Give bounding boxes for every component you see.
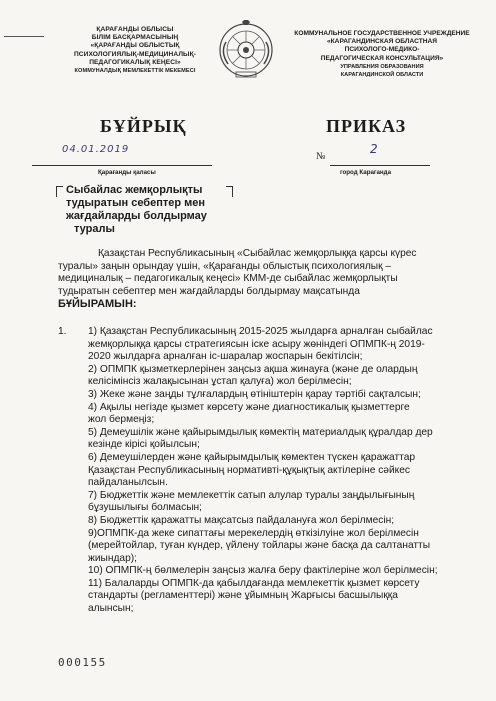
subject-line: туралы [74, 223, 115, 235]
list-item: стандарты (регламенттері) және ұйымның Жарғысы басшылыққа [88, 590, 398, 602]
handwritten-date: 04.01.2019 [62, 144, 130, 155]
list-item: келісімінсіз жалақысынан ұстап қалуға) жол берілмесін; [88, 376, 352, 388]
header-right-line: КАРАГАНДИНСКОЙ ОБЛАСТИ [340, 72, 424, 79]
list-item: 2) ОПМПК қызметкерлерінен заңсыз ақша жинауға (және де олардың [88, 363, 418, 375]
list-item: 5) Демеушілік және қайырымдылық көмектің материалдық құралдар дер [88, 426, 433, 438]
header-left-line: ПЕДАГОГИКАЛЫҚ КЕҢЕСІ» [89, 58, 181, 66]
list-item: 8) Бюджеттік қаражатты мақсатсыз пайдалануға жол берілмесін; [88, 514, 395, 526]
list-item: 11) Балаларды ОПМПК-да қабылдағанда мемлекеттік қызмет көрсету [88, 577, 420, 589]
header-left-line: ҚАРАҒАНДЫ ОБЛЫСЫ [96, 26, 174, 33]
order-items-list [58, 326, 478, 616]
list-number: 1. [58, 326, 67, 337]
intro-line: медициналық – педагогикалық кеңесі» КММ-де сыбайлас жемқорлықты [58, 273, 398, 285]
subject-bracket-left [56, 186, 63, 197]
header-left-line: КОММУНАЛДЫҚ МЕМЛЕКЕТТІК МЕКЕМЕСІ [74, 68, 196, 75]
number-underline [330, 152, 430, 166]
header-left-line: БІЛІМ БАСҚАРМАСЫНЫҢ [91, 34, 179, 42]
list-item: Қазақстан Республикасының нормативті-құқықтық актілеріне сәйкес [88, 464, 410, 476]
list-item: кезінде кірісі қойылсын; [88, 439, 200, 451]
list-item: (мерейтойлар, туған күндер, үйлену тойлары және басқа да салтанатты [88, 540, 431, 552]
list-item: 4) Ақылы негізде қызмет көрсету және диагностикалық қызметтерге [88, 401, 410, 413]
header-left-line: ПСИХОЛОГИЯЛЫҚ-МЕДИЦИНАЛЫҚ- [73, 50, 197, 58]
list-item: 7) Бюджеттік және мемлекеттік сатып алулар туралы заңдылығының [88, 489, 415, 501]
subject-line: тудыратын себептер мен [66, 197, 206, 209]
header-left-kazakh [40, 26, 230, 75]
list-item-text: 1) Қазақстан Республикасының 2015-2025 жылдарға арналған сыбайлас [88, 326, 433, 337]
state-emblem-icon [218, 20, 274, 80]
list-item: пайдаланылсын. [88, 477, 168, 489]
header-right-line: «КАРАГАНДИНСКАЯ ОБЛАСТНАЯ [326, 38, 437, 46]
list-item: жемқорлыққа қарсы стратегиясын іске асыру жөніндегі ОПМПК-ң 2019- [88, 338, 425, 350]
city-russian: город Караганда [340, 169, 392, 176]
list-item: бұзушылығы болмасын; [88, 502, 202, 514]
decree-word: БҰЙЫРАМЫН: [58, 298, 137, 311]
list-item [58, 326, 478, 339]
subject-line: Сыбайлас жемқорлықты [66, 184, 203, 196]
header-right-line: УПРАВЛЕНИЯ ОБРАЗОВАНИЯ [340, 63, 424, 70]
doc-title-kazakh: БҰЙРЫҚ [100, 116, 187, 136]
list-item: жиындар); [88, 552, 137, 564]
header-right-russian [282, 30, 482, 79]
city-kazakh: Қарағанды қаласы [98, 169, 156, 176]
list-item: 6) Демеушілерден және қайырымдылық көмектен түскен қаражаттар [88, 451, 416, 463]
list-item: 2020 жылдарға арналған іс-шаралар жоспарын бекітілсін; [88, 351, 363, 363]
serial-number: 000155 [58, 656, 107, 669]
subject-line: жағдайларды болдырмау [66, 210, 207, 222]
list-item: 9)ОПМПК-да жеке сипаттағы мерекелердің өткізілуіне жол берілмесін [88, 527, 419, 539]
subject-heading [66, 184, 236, 236]
header-right-line: ПЕДАГОГИЧЕСКАЯ КОНСУЛЬТАЦИЯ» [320, 54, 444, 62]
list-item: жол бермеңіз; [88, 414, 155, 426]
handwritten-number: 2 [370, 142, 378, 156]
intro-line: Қазақстан Республикасының «Сыбайлас жемқорлыққа қарсы күрес [98, 248, 417, 259]
list-item: 3) Жеке және заңды тұлғалардың өтініштерін қарау тәртібі сақталсын; [88, 388, 421, 400]
list-item: алынсын; [88, 603, 134, 615]
doc-title-russian: ПРИКАЗ [326, 116, 407, 136]
intro-line: тудыратын себептер мен жағдайларды болдырмау мақсатында [58, 285, 360, 297]
header-right-line: КОММУНАЛЬНОЕ ГОСУДАРСТВЕННОЕ УЧРЕЖДЕНИЕ [294, 30, 470, 37]
corner-mark [4, 36, 44, 37]
list-item: 10) ОПМПК-ң бөлмелерін заңсыз жалға беру фактілеріне жол берілмесін; [88, 565, 438, 577]
header-left-line: «ҚАРАҒАНДЫ ОБЛЫСТЫҚ [90, 42, 180, 50]
header-right-line: ПСИХОЛОГО-МЕДИКО- [344, 46, 420, 54]
number-sign: № [316, 151, 326, 162]
intro-paragraph [58, 248, 458, 311]
intro-line: туралы» заңын орындау үшін, «Қарағанды облыстық психологиялық – [58, 260, 392, 272]
